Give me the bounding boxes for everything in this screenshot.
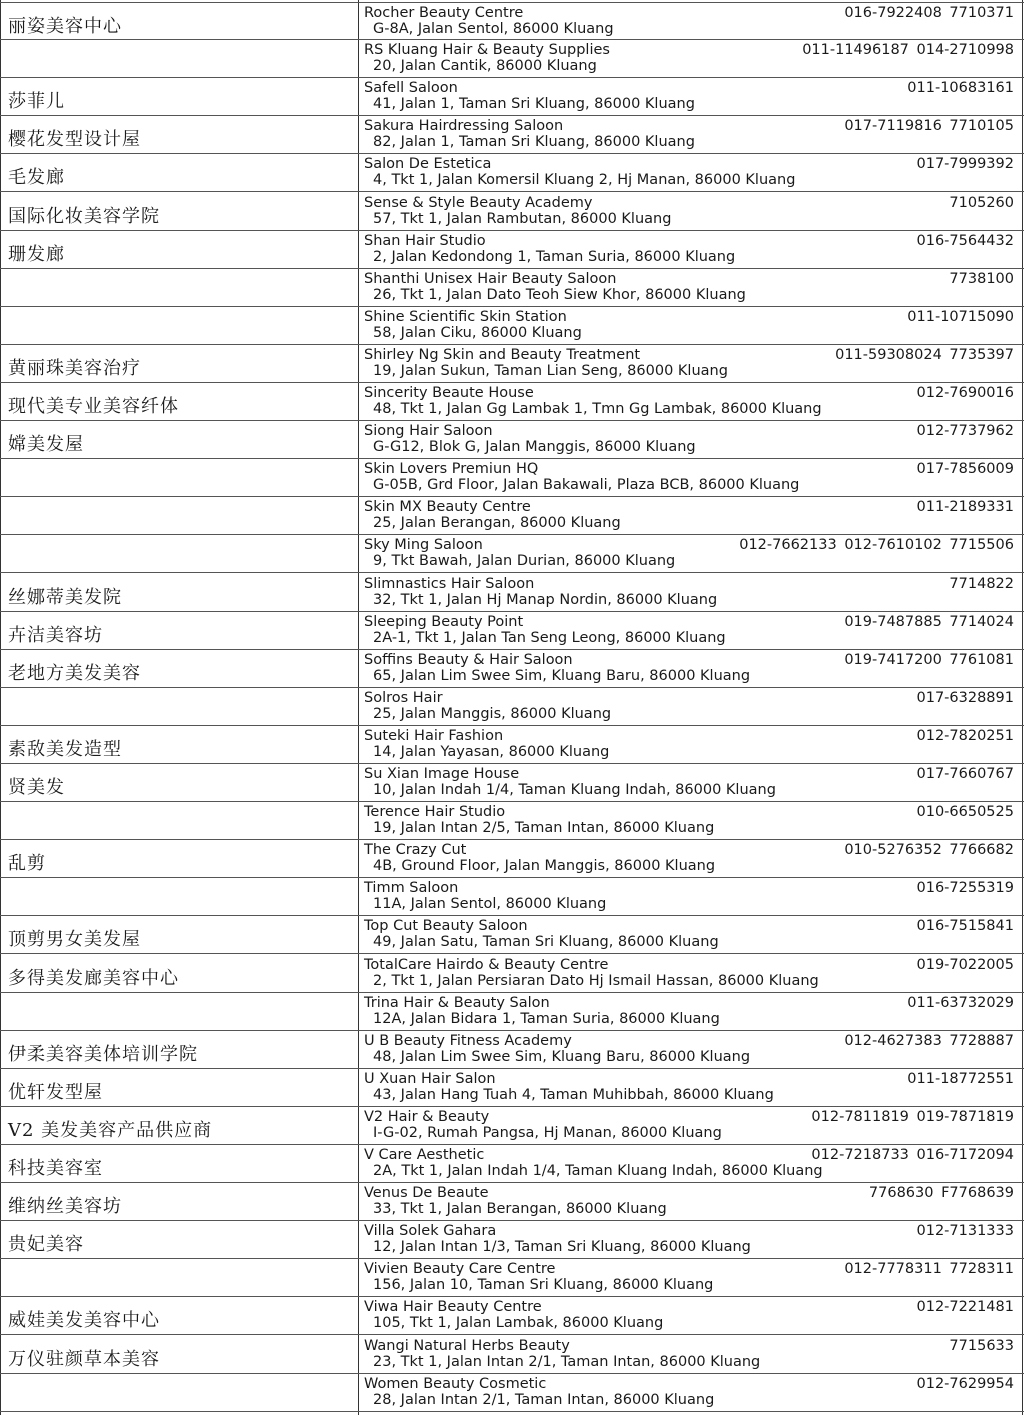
listing-row <box>0 955 1024 993</box>
chinese-name: 老地方美发美容 <box>8 662 141 684</box>
phone-numbers: 011-10715090 <box>907 308 1014 325</box>
business-name: Top Cut Beauty Saloon <box>364 918 528 935</box>
chinese-name: 卉洁美容坊 <box>8 624 103 646</box>
phone-numbers: 012-7820251 <box>916 727 1014 744</box>
listing-row <box>0 1183 1024 1221</box>
business-name: Safell Saloon <box>364 80 458 97</box>
listing-row <box>0 1259 1024 1297</box>
chinese-name: 万仪驻颜草本美容 <box>8 1348 160 1370</box>
listing-row <box>0 1374 1024 1412</box>
phone-numbers: 012-7690016 <box>916 385 1014 401</box>
phone-numbers: 012-7629954 <box>916 1375 1014 1392</box>
phone-numbers: 012-7811819 019-7871819 <box>811 1108 1014 1125</box>
business-name: Trina Hair & Beauty Salon <box>364 994 550 1011</box>
listing-row <box>0 383 1024 421</box>
business-address: 19, Jalan Sukun, Taman Lian Seng, 86000 Kluang <box>373 362 728 379</box>
phone-numbers: 012-7737962 <box>916 423 1014 440</box>
business-name: Women Beauty Cosmetic <box>364 1375 547 1392</box>
business-name: Solros Hair <box>364 689 443 706</box>
phone-numbers: 7715633 <box>949 1337 1014 1354</box>
business-name: Salon De Estetica <box>364 156 492 173</box>
phone-numbers: 012-7662133 012-7610102 7715506 <box>739 537 1014 554</box>
business-address: 2A, Tkt 1, Jalan Indah 1/4, Taman Kluang Indah, 86000 Kluang <box>373 1163 823 1179</box>
listing-row <box>0 650 1024 688</box>
business-name: Sincerity Beaute House <box>364 385 534 401</box>
business-name: Sleeping Beauty Point <box>364 613 524 630</box>
business-address: 82, Jalan 1, Taman Sri Kluang, 86000 Kluang <box>373 134 695 151</box>
phone-numbers: 019-7417200 7761081 <box>844 651 1014 668</box>
business-name: Skin Lovers Premiun HQ <box>364 461 539 478</box>
business-name: Wangi Natural Herbs Beauty <box>364 1337 570 1354</box>
business-address: 41, Jalan 1, Taman Sri Kluang, 86000 Kluang <box>373 96 695 113</box>
business-name: Viwa Hair Beauty Centre <box>364 1299 542 1316</box>
business-address: 57, Tkt 1, Jalan Rambutan, 86000 Kluang <box>373 210 672 227</box>
listing-row <box>0 726 1024 764</box>
chinese-name: 维纳丝美容坊 <box>8 1196 122 1218</box>
business-name: U Xuan Hair Salon <box>364 1070 496 1087</box>
business-address: 12, Jalan Intan 1/3, Taman Sri Kluang, 86000 Kluang <box>373 1239 751 1256</box>
business-name: Shanthi Unisex Hair Beauty Saloon <box>364 270 617 287</box>
listing-row <box>0 459 1024 497</box>
business-address: 23, Tkt 1, Jalan Intan 2/1, Taman Intan, 86000 Kluang <box>373 1353 761 1370</box>
phone-numbers: 011-63732029 <box>907 994 1014 1011</box>
phone-numbers: 010-5276352 7766682 <box>844 842 1014 859</box>
phone-numbers: 017-7119816 7710105 <box>844 118 1014 135</box>
phone-numbers: 017-7999392 <box>916 156 1014 173</box>
phone-numbers: 016-7255319 <box>916 880 1014 897</box>
phone-numbers: 016-7922408 7710371 <box>844 5 1014 21</box>
business-name: Shan Hair Studio <box>364 232 486 249</box>
phone-numbers: 012-7221481 <box>916 1299 1014 1316</box>
phone-numbers: 017-6328891 <box>916 689 1014 706</box>
business-name: Soffins Beauty & Hair Saloon <box>364 651 573 668</box>
business-address: 26, Tkt 1, Jalan Dato Teoh Siew Khor, 86000 Kluang <box>373 286 746 303</box>
business-name: Sakura Hairdressing Saloon <box>364 118 564 135</box>
chinese-name: 素敌美发造型 <box>8 738 122 760</box>
business-address: 2, Tkt 1, Jalan Persiaran Dato Hj Ismail Hassan, 86000 Kluang <box>373 972 819 989</box>
business-name: TotalCare Hairdo & Beauty Centre <box>364 956 609 973</box>
phone-numbers: 011-59308024 7735397 <box>835 346 1014 363</box>
listing-row <box>0 1107 1024 1145</box>
chinese-name: 优轩发型屋 <box>8 1081 103 1103</box>
listing-row <box>0 840 1024 878</box>
chinese-name: 威娃美发美容中心 <box>8 1310 160 1332</box>
chinese-name: 乱剪 <box>8 853 46 875</box>
business-address: 4, Tkt 1, Jalan Komersil Kluang 2, Hj Manan, 86000 Kluang <box>373 172 796 189</box>
business-name: Slimnastics Hair Saloon <box>364 575 535 592</box>
listing-row <box>0 193 1024 231</box>
business-address: 19, Jalan Intan 2/5, Taman Intan, 86000 Kluang <box>373 820 715 837</box>
business-address: 43, Jalan Hang Tuah 4, Taman Muhibbah, 86000 Kluang <box>373 1086 774 1103</box>
business-address: 12A, Jalan Bidara 1, Taman Suria, 86000 Kluang <box>373 1010 720 1027</box>
business-name: U B Beauty Fitness Academy <box>364 1032 572 1049</box>
chinese-name: 科技美容室 <box>8 1158 103 1179</box>
business-name: V Care Aesthetic <box>364 1147 485 1163</box>
business-name: Timm Saloon <box>364 880 459 897</box>
business-name: Suteki Hair Fashion <box>364 727 504 744</box>
phone-numbers: 016-7564432 <box>916 232 1014 249</box>
business-address: 48, Jalan Lim Swee Sim, Kluang Baru, 86000 Kluang <box>373 1048 751 1065</box>
chinese-name: 丝娜蒂美发院 <box>8 586 122 608</box>
business-address: G-G12, Blok G, Jalan Manggis, 86000 Kluang <box>373 439 696 456</box>
business-address: 58, Jalan Ciku, 86000 Kluang <box>373 324 582 341</box>
phone-numbers: 7714822 <box>949 575 1014 592</box>
chinese-name: 贵妃美容 <box>8 1234 84 1256</box>
business-address: 11A, Jalan Sentol, 86000 Kluang <box>373 896 607 913</box>
business-name: Rocher Beauty Centre <box>364 5 524 21</box>
business-address: 105, Tkt 1, Jalan Lambak, 86000 Kluang <box>373 1315 664 1332</box>
phone-numbers: 019-7022005 <box>916 956 1014 973</box>
phone-numbers: 017-7856009 <box>916 461 1014 478</box>
phone-numbers: 7768630 F7768639 <box>868 1185 1014 1202</box>
listing-row <box>0 535 1024 573</box>
listing-row <box>0 878 1024 916</box>
chinese-name: 樱花发型设计屋 <box>8 129 141 151</box>
phone-numbers: 010-6650525 <box>916 804 1014 821</box>
listing-row <box>0 116 1024 154</box>
listing-row <box>0 497 1024 535</box>
listing-row <box>0 40 1024 78</box>
business-address: G-05B, Grd Floor, Jalan Bakawali, Plaza BCB, 86000 Kluang <box>373 477 800 494</box>
chinese-name: 莎菲儿 <box>8 91 65 113</box>
chinese-name: V2 美发美容产品供应商 <box>8 1119 213 1141</box>
business-address: G-8A, Jalan Sentol, 86000 Kluang <box>373 21 614 37</box>
listing-row <box>0 1221 1024 1259</box>
phone-numbers: 011-10683161 <box>907 80 1014 97</box>
business-name: Shine Scientific Skin Station <box>364 308 567 325</box>
phone-numbers: 7105260 <box>949 194 1014 211</box>
phone-numbers: 012-7218733 016-7172094 <box>811 1147 1014 1163</box>
business-address: 28, Jalan Intan 2/1, Taman Intan, 86000 Kluang <box>373 1391 715 1408</box>
business-address: I-G-02, Rumah Pangsa, Hj Manan, 86000 Kluang <box>373 1124 722 1141</box>
listing-row <box>0 612 1024 650</box>
listing-row <box>0 1031 1024 1069</box>
business-address: 2A-1, Tkt 1, Jalan Tan Seng Leong, 86000 Kluang <box>373 629 726 646</box>
business-name: Skin MX Beauty Centre <box>364 499 531 516</box>
business-name: Shirley Ng Skin and Beauty Treatment <box>364 346 641 363</box>
phone-numbers: 012-4627383 7728887 <box>844 1032 1014 1049</box>
listing-row <box>0 1145 1024 1183</box>
business-address: 10, Jalan Indah 1/4, Taman Kluang Indah, 86000 Kluang <box>373 782 776 798</box>
phone-numbers: 016-7515841 <box>916 918 1014 935</box>
listing-row <box>0 231 1024 269</box>
listing-row <box>0 916 1024 954</box>
chinese-name: 顶剪男女美发屋 <box>8 929 141 951</box>
phone-numbers: 011-2189331 <box>916 499 1014 516</box>
listing-row <box>0 2 1024 40</box>
listing-row <box>0 78 1024 116</box>
listing-row <box>0 1069 1024 1107</box>
business-address: 49, Jalan Satu, Taman Sri Kluang, 86000 Kluang <box>373 934 719 951</box>
phone-numbers: 017-7660767 <box>916 766 1014 782</box>
chinese-name: 贤美发 <box>8 777 65 798</box>
business-address: 25, Jalan Manggis, 86000 Kluang <box>373 705 612 722</box>
listing-row <box>0 345 1024 383</box>
phone-numbers: 012-7778311 7728311 <box>844 1261 1014 1278</box>
listing-row <box>0 764 1024 802</box>
phone-numbers: 7738100 <box>949 270 1014 287</box>
phone-numbers: 019-7487885 7714024 <box>844 613 1014 630</box>
chinese-name: 现代美专业美容纤体 <box>8 396 179 417</box>
business-address: 156, Jalan 10, Taman Sri Kluang, 86000 Kluang <box>373 1277 714 1294</box>
business-address: 65, Jalan Lim Swee Sim, Kluang Baru, 86000 Kluang <box>373 667 751 684</box>
listing-row <box>0 993 1024 1031</box>
phone-numbers: 011-18772551 <box>907 1070 1014 1087</box>
chinese-name: 毛发廊 <box>8 167 65 189</box>
business-address: 14, Jalan Yayasan, 86000 Kluang <box>373 743 610 760</box>
business-name: RS Kluang Hair & Beauty Supplies <box>364 42 610 59</box>
chinese-name: 珊发廊 <box>8 243 65 265</box>
business-name: V2 Hair & Beauty <box>364 1108 490 1125</box>
listing-row <box>0 269 1024 307</box>
business-name: Su Xian Image House <box>364 766 520 782</box>
business-name: Siong Hair Saloon <box>364 423 493 440</box>
listing-row <box>0 421 1024 459</box>
chinese-name: 伊柔美容美体培训学院 <box>8 1043 198 1065</box>
listing-row <box>0 307 1024 345</box>
listing-row <box>0 1336 1024 1374</box>
business-name: The Crazy Cut <box>364 842 467 859</box>
listing-row <box>0 574 1024 612</box>
business-address: 25, Jalan Berangan, 86000 Kluang <box>373 515 621 532</box>
chinese-name: 多得美发廊美容中心 <box>8 967 179 989</box>
business-address: 32, Tkt 1, Jalan Hj Manap Nordin, 86000 Kluang <box>373 591 718 608</box>
listing-row <box>0 688 1024 726</box>
chinese-name: 嫦美发屋 <box>8 434 84 456</box>
chinese-name: 国际化妆美容学院 <box>8 205 160 227</box>
listing-row <box>0 154 1024 192</box>
business-address: 4B, Ground Floor, Jalan Manggis, 86000 Kluang <box>373 858 716 875</box>
phone-numbers: 011-11496187 014-2710998 <box>802 42 1014 59</box>
business-address: 20, Jalan Cantik, 86000 Kluang <box>373 58 597 75</box>
listing-row <box>0 802 1024 840</box>
business-name: Terence Hair Studio <box>364 804 506 821</box>
business-name: Vivien Beauty Care Centre <box>364 1261 556 1278</box>
business-name: Sense & Style Beauty Academy <box>364 194 593 211</box>
business-address: 9, Tkt Bawah, Jalan Durian, 86000 Kluang <box>373 553 676 570</box>
business-address: 2, Jalan Kedondong 1, Taman Suria, 86000 Kluang <box>373 248 736 265</box>
business-address: 48, Tkt 1, Jalan Gg Lambak 1, Tmn Gg Lambak, 86000 Kluang <box>373 401 822 417</box>
business-name: Villa Solek Gahara <box>364 1223 497 1240</box>
chinese-name: 黄丽珠美容治疗 <box>8 357 141 379</box>
business-name: Venus De Beaute <box>364 1185 489 1202</box>
business-address: 33, Tkt 1, Jalan Berangan, 86000 Kluang <box>373 1201 667 1218</box>
phone-numbers: 012-7131333 <box>916 1223 1014 1240</box>
listing-row <box>0 1297 1024 1335</box>
chinese-name: 丽姿美容中心 <box>8 16 122 37</box>
business-name: Sky Ming Saloon <box>364 537 483 554</box>
